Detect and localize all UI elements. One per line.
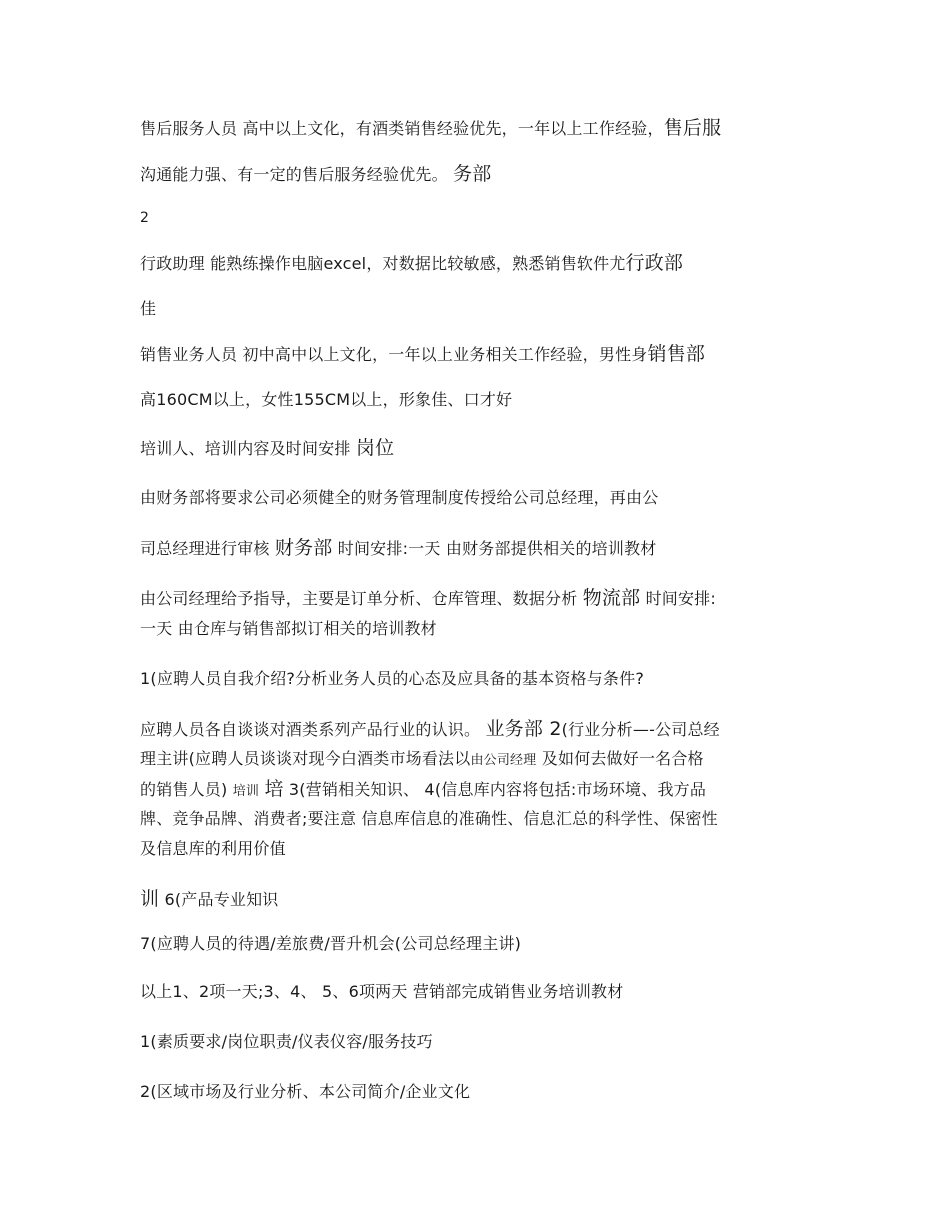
text-line [140, 834, 286, 864]
text-span: 1(素质要求/岗位职责/仪表仪容/服务技巧 [140, 1032, 433, 1051]
dept-label: 财务部 [274, 537, 333, 559]
text-span: 及如何去做好一名合格 [536, 749, 704, 768]
text-line [140, 159, 492, 190]
dept-label: 岗位 [355, 437, 395, 459]
text-span: 由公司经理给予指导，主要是订单分析、仓库管理、数据分析 [140, 589, 583, 608]
dept-label: 训 [140, 888, 160, 910]
text-line [140, 714, 720, 745]
text-line [140, 664, 644, 694]
text-span: 2(区域市场及行业分析、本公司简介/企业文化 [140, 1082, 471, 1101]
section-heading [140, 433, 394, 464]
dept-label: 行政部 [625, 252, 684, 274]
text-line [140, 113, 721, 144]
text-line [140, 1077, 470, 1107]
text-line [140, 339, 705, 370]
text-line [140, 774, 706, 807]
text-span: 沟通能力强、有一定的售后服务经验优先。 [140, 165, 454, 184]
text-line [140, 294, 156, 324]
text-span: 6(产品专业知识 [159, 890, 279, 909]
text-span: 7(应聘人员的待遇/差旅费/晋升机会(公司总经理主讲) [140, 934, 522, 953]
text-line [140, 533, 656, 564]
text-span: 培训人、培训内容及时间安排 [140, 439, 356, 458]
text-span: 牌、竞争品牌、消费者;要注意 信息库信息的准确性、信息汇总的科学性、保密性 [140, 809, 718, 828]
text-span: 一天 由仓库与销售部拟订相关的培训教材 [140, 619, 437, 638]
text-line [140, 614, 437, 644]
text-span: 2 [140, 210, 150, 226]
text-line [140, 884, 279, 915]
text-span: 1(应聘人员自我介绍?分析业务人员的心态及应具备的基本资格与条件? [140, 669, 645, 688]
dept-label: 务部 [453, 163, 492, 185]
page-number [140, 203, 149, 233]
text-span: 时间安排:一天 由财务部提供相关的培训教材 [332, 539, 657, 558]
text-span: 的销售人员) [140, 780, 233, 799]
dept-label: 销售部 [647, 343, 706, 365]
text-line [140, 583, 716, 614]
dept-label: 业务部 2 [485, 718, 562, 740]
dept-label: 售后服 [663, 117, 722, 139]
text-span: 及信息库的利用价值 [140, 839, 286, 858]
text-span: 售后服务人员 高中以上文化，有酒类销售经验优先，一年以上工作经验， [140, 119, 664, 138]
text-line [140, 1027, 433, 1057]
text-span: 时间安排: [640, 589, 716, 608]
text-span: 行政助理 能熟练操作电脑excel，对数据比较敏感，熟悉销售软件尤 [140, 254, 626, 273]
text-span: (行业分析—-公司总经 [561, 720, 720, 739]
text-line [140, 929, 521, 959]
dept-label: 物流部 [582, 587, 641, 609]
text-line [140, 744, 704, 776]
text-span: 理主讲(应聘人员谈谈对现今白酒类市场看法以 [140, 749, 471, 768]
text-span: 司总经理进行审核 [140, 539, 275, 558]
text-line [140, 385, 512, 415]
text-line [140, 483, 658, 513]
text-line [140, 977, 623, 1007]
text-span: 由公司经理 [470, 753, 537, 768]
text-span: 销售业务人员 初中高中以上文化，一年以上业务相关工作经验，男性身 [140, 345, 648, 364]
text-span: 培训 [232, 784, 260, 799]
text-span: 以上1、2项一天;3、4、 5、6项两天 营销部完成销售业务培训教材 [140, 982, 624, 1001]
text-span: 由财务部将要求公司必须健全的财务管理制度传授给公司总经理，再由公 [140, 488, 659, 507]
text-span: 高160CM以上，女性155CM以上，形象佳、口才好 [140, 390, 513, 409]
text-span: 应聘人员各自谈谈对酒类系列产品行业的认识。 [140, 720, 486, 739]
text-line [140, 804, 718, 834]
text-line [140, 248, 683, 279]
dept-label: 培 [264, 778, 284, 800]
text-span: 佳 [140, 299, 157, 318]
text-span: 3(营销相关知识、 4(信息库内容将包括:市场环境、我方品 [283, 780, 707, 799]
